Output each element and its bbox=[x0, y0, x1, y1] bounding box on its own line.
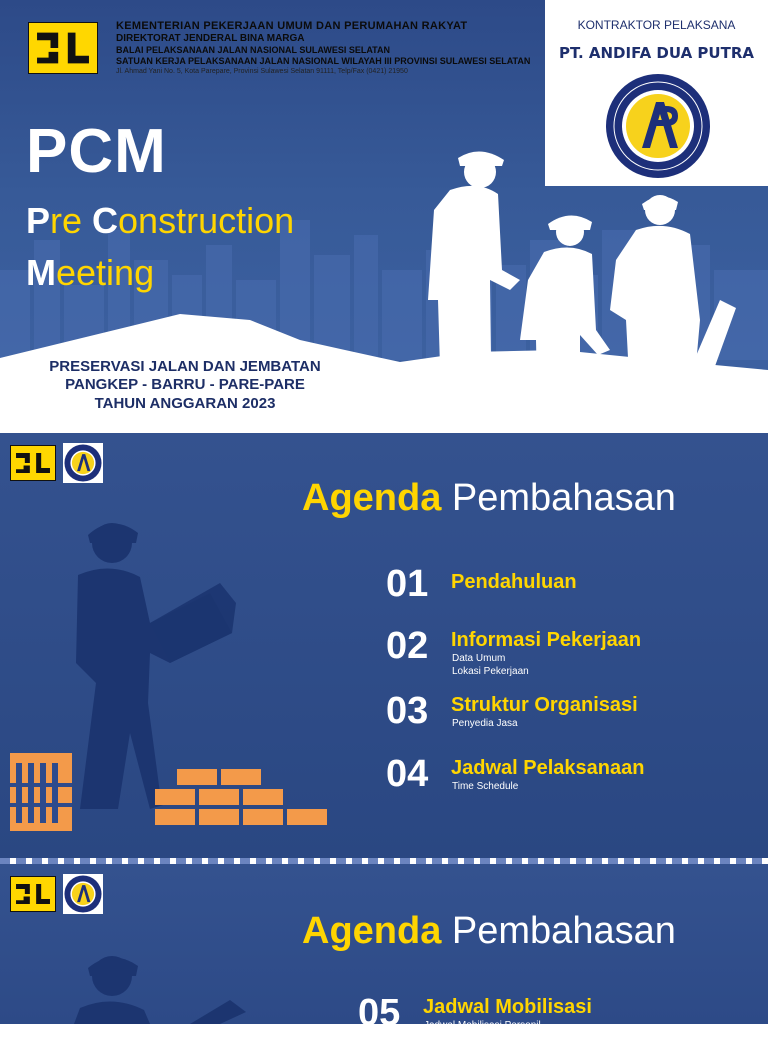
agenda-sub-item: Penyedia Jasa bbox=[452, 718, 518, 729]
agenda-item bbox=[358, 992, 728, 1042]
agenda-item-subs bbox=[452, 780, 518, 793]
agenda-item bbox=[386, 753, 756, 803]
header-line-directorate: DIREKTORAT JENDERAL BINA MARGA bbox=[116, 33, 305, 44]
agenda-item-number: 05 bbox=[358, 992, 401, 1034]
title-line-meeting bbox=[26, 252, 154, 294]
agenda-item-subs bbox=[452, 652, 529, 678]
agenda-item bbox=[386, 625, 756, 675]
header-line-ministry: KEMENTERIAN PEKERJAAN UMUM DAN PERUMAHAN RAKYAT bbox=[116, 20, 468, 32]
agenda-title-rest: Pembahasan bbox=[441, 477, 676, 519]
title-letter: C bbox=[92, 200, 119, 241]
header-line-satker: SATUAN KERJA PELAKSANAAN JALAN NASIONAL WILAYAH III PROVINSI SULAWESI SELATAN bbox=[116, 56, 531, 66]
header-line-balai: BALAI PELAKSANAAN JALAN NASIONAL SULAWESI SELATAN bbox=[116, 45, 391, 55]
agenda-item-subs bbox=[424, 1019, 541, 1032]
agenda-item-label: Jadwal Mobilisasi bbox=[423, 996, 592, 1018]
agenda-item-label: Pendahuluan bbox=[451, 571, 577, 593]
contractor-label: KONTRAKTOR PELAKSANA bbox=[577, 18, 736, 32]
agenda-item-number: 03 bbox=[386, 690, 429, 732]
agenda-sub-item: Data Umum bbox=[452, 653, 506, 664]
title-abbreviation: PCM bbox=[26, 117, 167, 186]
pupr-logo bbox=[10, 876, 56, 912]
agenda-title-accent: Agenda bbox=[302, 477, 442, 519]
engineer-silhouette-partial bbox=[60, 952, 260, 1024]
agenda-title bbox=[302, 477, 676, 520]
agenda-item-number: 01 bbox=[386, 563, 429, 605]
project-location: PANGKEP - BARRU - PARE-PARE bbox=[65, 376, 305, 393]
contractor-panel bbox=[545, 0, 768, 186]
engineer-with-blueprint-silhouette bbox=[0, 513, 340, 858]
agenda-sub-item: Time Schedule bbox=[452, 781, 519, 792]
agenda-title-rest: Pembahasan bbox=[441, 910, 676, 952]
agenda-slide-2 bbox=[0, 864, 768, 1034]
pupr-logo bbox=[28, 22, 98, 74]
agenda-item bbox=[386, 690, 756, 740]
header-line-address: Jl. Ahmad Yani No. 5, Kota Parepare, Provinsi Sulawesi Selatan 91111, Telp/Fax (0421) 21950 bbox=[116, 68, 408, 75]
title-letter: P bbox=[26, 200, 51, 241]
title-letter: M bbox=[26, 252, 56, 293]
agenda-item-label: Jadwal Pelaksanaan bbox=[451, 757, 645, 779]
agenda-item-label: Struktur Organisasi bbox=[451, 694, 638, 716]
title-word: onstruction bbox=[118, 200, 295, 241]
agenda-slide-1 bbox=[0, 433, 768, 858]
pupr-logo bbox=[10, 445, 56, 481]
agenda-item-label: Informasi Pekerjaan bbox=[451, 629, 642, 651]
title-word: re bbox=[50, 200, 93, 241]
company-seal-logo bbox=[63, 443, 103, 483]
agenda-title-accent: Agenda bbox=[302, 910, 442, 952]
title-word: eeting bbox=[56, 252, 155, 293]
agenda-item-number: 02 bbox=[386, 625, 429, 667]
contractor-name: PT. ANDIFA DUA PUTRA bbox=[559, 44, 754, 62]
project-name: PRESERVASI JALAN DAN JEMBATAN bbox=[49, 358, 321, 375]
agenda-item bbox=[386, 563, 756, 613]
ministry-header bbox=[116, 20, 536, 76]
workers-silhouette bbox=[420, 150, 768, 433]
company-seal-logo bbox=[63, 874, 103, 914]
agenda-sub-item: Jadwal Mobilisasi Personil bbox=[424, 1020, 541, 1031]
title-line-pre-construction bbox=[26, 200, 294, 242]
title-slide bbox=[0, 0, 768, 433]
agenda-item-number: 04 bbox=[386, 753, 429, 795]
agenda-title bbox=[302, 910, 676, 953]
agenda-item-subs bbox=[452, 717, 518, 730]
company-seal-logo bbox=[604, 72, 712, 180]
agenda-sub-item: Lokasi Pekerjaan bbox=[452, 666, 529, 677]
project-year: TAHUN ANGGARAN 2023 bbox=[94, 395, 276, 412]
